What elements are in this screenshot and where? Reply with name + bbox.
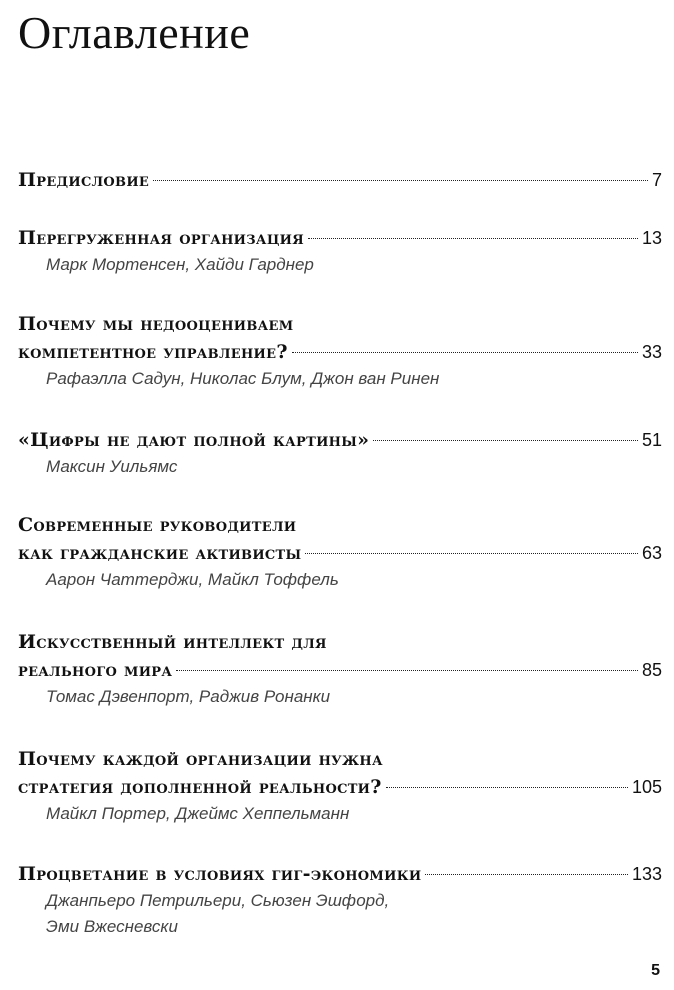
dot-leader	[292, 352, 638, 353]
toc-entry-overloaded-organization[interactable]	[18, 224, 662, 278]
toc-entry-authors: Рафаэлла Садун, Николас Блум, Джон ван Ринен	[46, 369, 440, 388]
toc-page-number: 33	[641, 342, 662, 362]
toc-entry-authors: Джанпьеро Петрильери, Сьюзен Эшфорд,	[46, 891, 390, 910]
toc-entry-authors: Томас Дэвенпорт, Раджив Ронанки	[46, 687, 331, 706]
toc-page-number: 51	[641, 430, 662, 450]
dot-leader	[425, 874, 628, 875]
toc-entry-title: стратегия дополненной реальности?	[18, 776, 382, 798]
toc-page-number: 63	[641, 543, 662, 563]
toc-entry-civic-activists[interactable]	[18, 511, 662, 593]
toc-entry-authors: Максин Уильямс	[46, 457, 178, 476]
page-title: Оглавление	[18, 7, 251, 58]
toc-entry-title: компетентное управление?	[18, 341, 288, 363]
dot-leader	[308, 238, 638, 239]
toc-entry-authors: Аарон Чаттерджи, Майкл Тоффель	[46, 570, 339, 589]
toc-entry-authors: Майкл Портер, Джеймс Хеппельманн	[46, 804, 350, 823]
toc-entry-ai-real-world[interactable]	[18, 628, 662, 710]
toc-entry-augmented-reality[interactable]	[18, 745, 662, 827]
toc-entry-title: «Цифры не дают полной картины»	[18, 429, 370, 451]
toc-entry-title: Процветание в условиях гиг-экономики	[18, 863, 422, 885]
toc-entry-title: Искусственный интеллект для	[18, 631, 327, 653]
dot-leader	[386, 787, 628, 788]
toc-page-number: 85	[641, 660, 662, 680]
toc-page-number: 7	[651, 170, 662, 190]
toc-entry-title: Почему мы недооцениваем	[18, 313, 294, 335]
toc-page-number: 105	[631, 777, 662, 797]
toc-entry-authors: Эми Вжесневски	[46, 917, 178, 936]
toc-entry-title: реального мира	[18, 659, 173, 681]
page-folio-number: 5	[651, 962, 660, 979]
toc-page-number: 13	[641, 228, 662, 248]
dot-leader	[176, 670, 638, 671]
toc-entry-title: Перегруженная организация	[18, 227, 305, 249]
toc-entry-numbers[interactable]	[18, 426, 662, 480]
toc-entry-title: Современные руководители	[18, 514, 297, 536]
toc-entry-title: Почему каждой организации нужна	[18, 748, 383, 770]
toc-entry-competent-management[interactable]	[18, 310, 662, 392]
toc-entry-gig-economy[interactable]	[18, 860, 662, 940]
toc-entry-title: Предисловие	[18, 169, 150, 191]
toc-entry-title: как гражданские активисты	[18, 542, 302, 564]
toc-entry-preface[interactable]	[18, 166, 662, 194]
toc-page-number: 133	[631, 864, 662, 884]
dot-leader	[153, 180, 648, 181]
dot-leader	[305, 553, 638, 554]
dot-leader	[373, 440, 638, 441]
toc-entry-authors: Марк Мортенсен, Хайди Гарднер	[46, 255, 314, 274]
